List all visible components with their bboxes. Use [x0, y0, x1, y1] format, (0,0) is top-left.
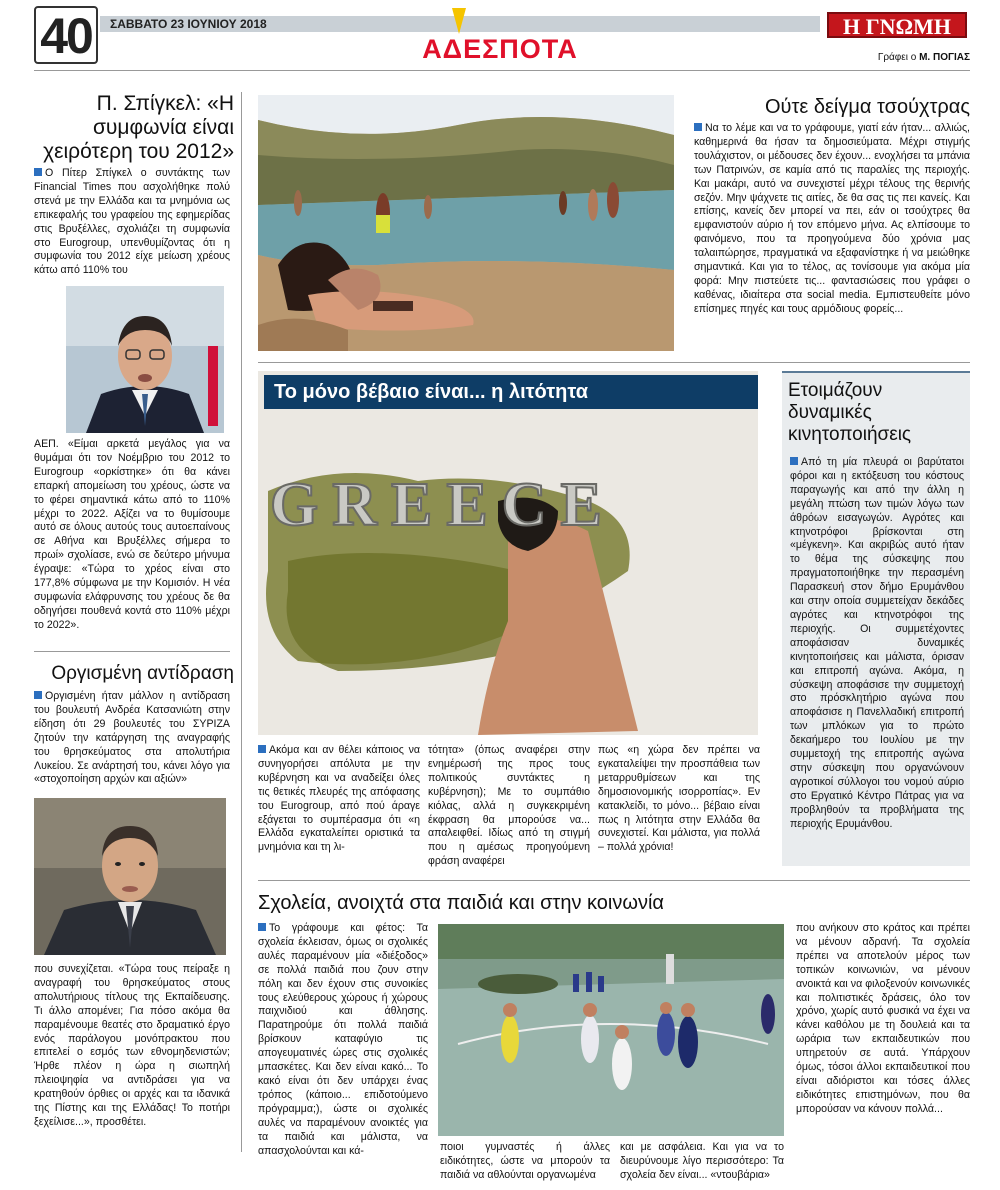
- jellyfish-paragraph: Να το λέμε και να το γράφουμε, γιατί εάν ήταν... αλλιώς, καθημερινά θα ήσαν τα δημοσιεύματα. Μέχρι στιγμής τουλάχιστον, οι μέδουσες δεν έχουν... ενοχλήσει τα μπάνια των Πατρινών, σε καμία από τις παραλίες της περιοχής. Και μακάρι, αυτό να συνεχιστεί μέχρι τέλους της θερινής σεζόν. Μην ψάχνετε τις αιτίες, δε θα σας τις πει κανείς. Και επίσης, κανείς δεν μπορεί να πει, εάν οι τσούχτρες θα εμφανιστούν αύριο ή τον επόμενο μήνα. Ας ελπίσουμε το φαινόμενο, που τα προηγούμενα δύο χρόνια μας ταλαιπώρησε, πραγματικά να εξαφανίστηκε ή να μειώθηκε σημαντικά. Και για το τέλος, ας τονίσουμε για ακόμα μία φορά: Μην πιστεύετε τις... φαντασιώσεις που γράφει ο καθένας, ιδιαίτερα στα social media. Εμπιστευθείτε μόνο επίσημες πηγές και τους αρμόδιους φορείς...: [694, 122, 970, 315]
- column-divider: [241, 92, 242, 1152]
- mid-divider: [258, 362, 970, 363]
- bullet-square-icon: [34, 691, 42, 699]
- page-number: 40: [34, 6, 98, 64]
- beach-photo: [258, 95, 674, 351]
- austerity-column-3: πως «η χώρα δεν πρέπει να εγκαταλείψει την προσπάθεια των μεταρρυθμίσεων και της δημοσιονομικής ισορροπίας». Εν κατακλείδι, το μόνο... βέβαιο είναι πως η λιτότητα στην Ελλάδα θα συνεχιστεί. Και μάλιστα, για πολλά – πολλά χρόνια!: [598, 744, 760, 854]
- section-title: ΑΔΕΣΠΟΤΑ: [422, 34, 578, 64]
- greece-word: GREECE: [270, 471, 616, 539]
- schools-column-2: ποιοι γυμναστές ή άλλες ειδικότητες, ώστε να μπορούν τα παιδιά να αθλούνται οργανωμένα: [440, 1141, 610, 1181]
- newspaper-logo: Η ΓΝΩΜΗ: [827, 12, 967, 38]
- reaction-paragraph-1: Οργισμένη ήταν μάλλον η αντίδραση του βουλευτή Ανδρέα Κατσανιώτη στην είδηση ότι 29 βουλευτές του ΣΥΡΙΖΑ ζητούν την κατάργηση της αναγραφής του θρησκεύματος στα απολυτήρια Λυκείου. Σε ανάρτησή του, κάνει λόγο για «στοχοποίηση αρχών και αξιών»: [34, 690, 230, 786]
- greece-photo: [258, 371, 758, 735]
- schools-title: Σχολεία, ανοιχτά στα παιδιά και στην κοινωνία: [258, 892, 664, 914]
- bullet-square-icon: [258, 923, 266, 931]
- schoolyard-photo: [438, 924, 784, 1136]
- mobilization-title: Ετοιμάζουν δυναμικές κινητοποιήσεις: [788, 380, 912, 445]
- mobilization-paragraph: Από τη μία πλευρά οι βαρύτατοι φόροι και η εκτόξευση του κόστους παραγωγής και από την άλλη η μεγάλη πτώση των τιμών λόγω των άθρόων εισαγωγών. Αγρότες και κτηνοτρόφοι βρίσκονται στη «μέγκενη». Και ακριβώς αυτό ήταν το θέμα της σύσκεψης που πραγματοποιήθηκε την περασμένη Παρασκευή στον δήμο Ερυμάνθου και στην οποία συμμετείχαν δεκάδες αγρότες και κτηνοτρόφοι της περιοχής. Οι συμμετέχοντες αποφάσισαν δυναμικές κινητοποιήσεις και μάλιστα, όρισαν και επιτροπή αγώνα. Ακόμα, η σύσκεψη αποφάσισε την συμμετοχή στο πρόσκλητήριο αγώνα που αποφάσισε η Πανελλαδική επιτροπή των μπλόκων για το πρώτο δεκαήμερο του Ιουλίου με την συμμετοχή της επιτροπής αγώνα στην σύσκεψη που οργανώνουν αγροτικοί σύλλογοι του νομού αύριο στο Εργατικό Κέντρο Πάτρας για να προβληθούν τα προβλήματα της περιοχής Ερυμάνθου.: [790, 456, 964, 830]
- byline: [840, 52, 970, 63]
- spiegel-paragraph-1: Ο Πίτερ Σπίγκελ ο συντάκτης των Financial Times που ασχολήθηκε πολύ στενά με την Ελλάδα και τα μνημόνια ως επικεφαλής του γραφείου της εφημερίδας στις Βρυξέλλες, σχολιάζει τη συμφωνία στο Eurogroup, υπενθυμίζοντας ότι η συμφωνία του 2012 είχε μείωση χρέους κάτω από 110% του: [34, 167, 230, 277]
- byline-prefix: Γράφει ο: [877, 52, 917, 63]
- spark-icon: [452, 8, 466, 34]
- reaction-paragraph-2: που συνεχίζεται. «Τώρα τους πείραξε η αναγραφή του θρησκεύματος στους απολυτήριους τίτλους της Εκπαίδευσης. Τι άλλο απομένει; Για πόσο ακόμα θα παραμένουμε θεατές στο δραματικό έργο ενός παράλογου μονόπρακτου που επιτελεί ο εσμός των εθνομηδενιστών; Ήρθε πλέον η ώρα η σιωπηλή πλειοψηφία να αντιδράσει για να κρατηθούν όρθιες οι αρχές και τα ιδανικά της Πίστης και της Ελλάδας! Το ποτήρι ξεχείλισε...», προσθέτει.: [34, 963, 230, 1128]
- austerity-banner: Το μόνο βέβαιο είναι... η λιτότητα: [264, 375, 758, 409]
- issue-date: ΣΑΒΒΑΤΟ 23 ΙΟΥΝΙΟΥ 2018: [110, 17, 267, 31]
- lower-divider: [258, 880, 970, 881]
- spiegel-title: Π. Σπίγκελ: «Η συμφωνία είναι χειρότερη του 2012»: [43, 92, 234, 164]
- byline-author: Μ. ΠΟΓΙΑΣ: [919, 52, 970, 63]
- schools-column-4: που ανήκουν στο κράτος και πρέπει να μένουν αδρανή. Τα σχολεία πρέπει να αποτελούν μέρος των τοπικών κοινωνιών, να μένουν ανοικτά και να φιλοξενούν κοινωνικές και πολιτιστικές δράσεις, όλο τον χρόνο, χωρίς αυτό φυσικά να έχει να κάνει καθόλου με τη δουλειά και τα ωράρια των εκπαιδευτικών που υπηρετούν σε αυτά. Υπάρχουν όμως, τόσοι άλλοι εκπαιδευτικοί που είναι αδιόριστοι και τόσες άλλες ειδικότητες επιστημόνων, που θα μπορούσαν να κάνουν πολλά...: [796, 922, 970, 1115]
- reaction-title: Οργισμένη αντίδραση: [51, 663, 234, 684]
- bullet-square-icon: [34, 168, 42, 176]
- bullet-square-icon: [694, 123, 702, 131]
- spiegel-portrait: [66, 286, 224, 433]
- header-divider: [34, 70, 970, 71]
- katsanioti-portrait: [34, 798, 226, 955]
- spiegel-paragraph-2: ΑΕΠ. «Είμαι αρκετά μεγάλος για να θυμάμαι ότι τον Νοέμβριο του 2012 το Eurogroup «ορκίστηκε» ότι θα κάνει επαρκή απομείωση του χρέους, ώστε να το φέρει σημαντικά κάτω από το 110% μέχρι το 2022. Αξίζει να το θυμίσουμε αυτό σε όλους αυτούς τους αυτοεπαίνους σε Αθήνα και Βρυξέλλες σήμερα το πρωί» σχολίασε, ενώ σε δεύτερο μήνυμα έγραψε: «Τώρα το χρέος είναι στο 177,8% σύμφωνα με την Κομισιόν. Η νέα συμφωνία ελάφρυνσης του χρέους δε θα οδηγήσει πουθενά κοντά στο 110% μέχρι το 2022».: [34, 438, 230, 631]
- left-divider: [34, 651, 230, 652]
- jellyfish-title: Ούτε δείγμα τσούχτρας: [765, 96, 970, 118]
- austerity-column-2: τότητα» (όπως αναφέρει στην ενημέρωσή της προς τους πολιτικούς συντάκτες η κυβέρνηση); Με το συμπάθιο κιόλας, αλλά η συγκεκριμένη έκφραση θα μπορούσε να... απαλειφθεί. Ιδίως από τη στιγμή που η αμέσως προηγούμενη φράση αναφέρει: [428, 744, 590, 868]
- bullet-square-icon: [790, 457, 798, 465]
- schools-column-3: και με ασφάλεια. Και για να το διευρύνουμε λίγο περισσότερο: Τα σχολεία δεν είναι... «ντουβάρια»: [620, 1141, 784, 1181]
- bullet-square-icon: [258, 745, 266, 753]
- austerity-column-1: Ακόμα και αν θέλει κάποιος να συνηγορήσει απόλυτα με την κυβέρνηση και να αναδείξει όλες τις θετικές πλευρές της απόφασης του Eurogroup, από πού άραγε εξάγεται το συμπέρασμα ότι «η Ελλάδα εγκαταλείπει οριστικά τα μνημόνια και τη λι-: [258, 744, 420, 854]
- schools-column-1: Το γράφουμε και φέτος: Τα σχολεία έκλεισαν, όμως οι σχολικές αυλές παραμένουν μία «διέξοδος» σε πολλά παιδιά που ζουν στην πόλη και δεν έχουν στις συνοικίες τους ελεύθερους χώρους ή χώρους παιχνιδιού και άθλησης. Παρατηρούμε ότι πολλά παιδιά βρίσκουν καταφύγιο τις απογευματινές ώρες στις σχολικές μπασκέτες. Και δεν είναι κακό... Το κακό είναι ότι δεν υπάρχει ένας τρόπος (κάποιο... επιδοτούμενο πρόγραμμα;), ώστε οι σχολικές αυλές να παραμένουν ανοικτές για τα παιδιά και μάλιστα, να απασχολούνται και κά-: [258, 922, 428, 1157]
